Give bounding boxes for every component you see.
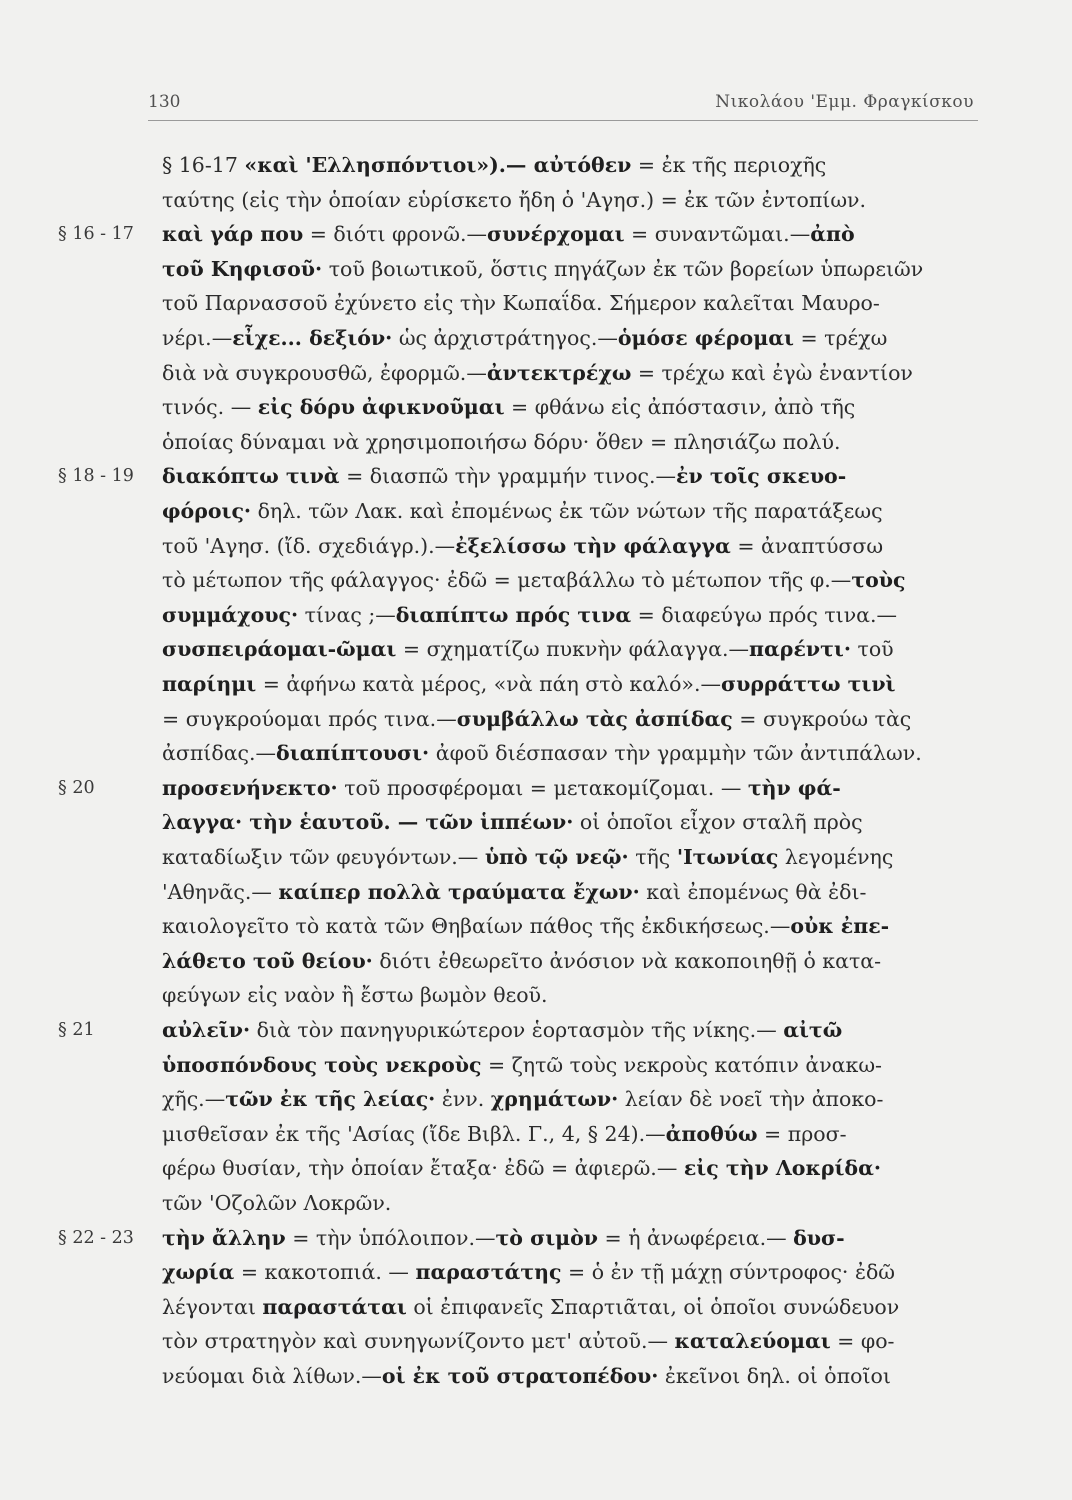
lemma-term: ἀπὸ — [810, 222, 855, 247]
line-text — [162, 217, 988, 251]
gloss-text: § 16-17 — [162, 153, 245, 177]
text-line — [58, 286, 988, 320]
gloss-text: = κακοτοπιά. — — [234, 1260, 416, 1285]
text-line — [58, 1324, 988, 1358]
gloss-text: νεύομαι διὰ λίθων.— — [162, 1364, 382, 1388]
lemma-term: ἐξελίσσω τὴν φάλαγγα — [455, 533, 731, 558]
gloss-text: = ἐκ τῆς περιοχῆς — [631, 153, 827, 177]
gloss-text: διὰ νὰ συγκρουσθῶ, ἐφορμῶ.— — [162, 360, 487, 385]
gloss-text: τινός. — — [162, 395, 258, 420]
lemma-term: χωρία — [162, 1260, 235, 1285]
text-line — [58, 148, 988, 182]
line-text — [162, 702, 988, 736]
gloss-text: = ζητῶ τοὺς νεκροὺς κατόπιν ἀνακω- — [481, 1052, 882, 1077]
line-text — [162, 909, 988, 943]
line-text — [162, 771, 988, 805]
line-text — [162, 1290, 988, 1324]
text-line — [58, 736, 988, 770]
section-marker: § 18 - 19 — [58, 466, 134, 487]
lemma-term: παραστάται — [262, 1294, 407, 1319]
text-line — [58, 1117, 988, 1151]
text-line — [58, 1186, 988, 1220]
text-line — [58, 840, 988, 874]
page-number: 130 — [148, 92, 181, 112]
gloss-text: δηλ. τῶν Λακ. καὶ ἐπομένως ἐκ τῶν νώτων τῆς παρατάξεως — [251, 499, 883, 523]
gloss-text: ἐκεῖνοι δηλ. οἱ ὁποῖοι — [658, 1364, 891, 1388]
text-line — [58, 252, 988, 286]
text-line — [58, 978, 988, 1012]
gloss-text: = συγκρούω τὰς — [732, 706, 912, 731]
gloss-text: φεύγων εἰς ναὸν ἢ ἔστω βωμὸν θεοῦ. — [162, 983, 548, 1008]
lemma-term: παρέντι· — [749, 637, 851, 662]
text-line — [58, 321, 988, 355]
line-text — [162, 667, 988, 701]
lemma-term: καταλεύομαι — [674, 1329, 831, 1354]
line-text — [162, 252, 988, 286]
line-text — [162, 1048, 988, 1082]
text-line — [58, 1082, 988, 1116]
line-text — [162, 286, 988, 320]
lemma-term: διακόπτω τινὰ — [162, 464, 340, 489]
line-text — [162, 459, 988, 493]
text-line — [58, 529, 988, 563]
line-text — [162, 1255, 988, 1289]
text-line — [58, 771, 988, 805]
gloss-text: διότι ἐθεωρεῖτο ἀνόσιον νὰ κακοποιηθῇ ὁ κατα- — [372, 948, 882, 973]
gloss-text: = ἀναπτύσσω — [730, 533, 884, 558]
line-text — [162, 875, 988, 909]
line-text — [162, 1186, 988, 1220]
text-line — [58, 702, 988, 736]
line-text — [162, 356, 988, 390]
gloss-text: = ὁ ἐν τῇ μάχῃ σύντροφος· ἐδῶ — [561, 1260, 896, 1285]
text-line — [58, 1013, 988, 1047]
lemma-term: συρράττω τινὶ — [721, 672, 896, 696]
gloss-text: φέρω θυσίαν, τὴν ὁποίαν ἔταξα· ἐδῶ = ἀφιερῶ.— — [162, 1156, 684, 1181]
lemma-term: ἐν τοῖς σκευο- — [676, 464, 847, 489]
text-line — [58, 356, 988, 390]
text-line — [58, 667, 988, 701]
lemma-term: ἀντεκτρέχω — [486, 360, 632, 385]
gloss-text: χῆς.— — [162, 1087, 226, 1112]
text-line — [58, 909, 988, 943]
gloss-text: = σχηματίζω πυκνὴν φάλαγγα.— — [396, 637, 750, 662]
gloss-text: καιολογεῖτο τὸ κατὰ τῶν Θηβαίων πάθος τῆς ἐκδικήσεως.— — [162, 914, 791, 939]
line-text — [162, 805, 988, 839]
gloss-text: ὡς ἀρχιστράτηγος.— — [392, 326, 618, 350]
lemma-term: τοῦ Κηφισοῦ· — [162, 256, 323, 281]
line-text — [162, 1359, 988, 1393]
lemma-term: καίπερ πολλὰ τραύματα ἔχων· — [278, 879, 640, 904]
gloss-text: = φθάνω εἰς ἀπόστασιν, ἀπὸ τῆς — [504, 395, 856, 420]
line-text — [162, 632, 988, 666]
gloss-text: = φο- — [830, 1329, 895, 1354]
gloss-text: τὸν στρατηγὸν καὶ συνηγωνίζοντο μετ' αὐτοῦ.— — [162, 1329, 675, 1354]
line-text — [162, 978, 988, 1012]
lemma-term: ὁμόσε φέρομαι — [617, 326, 794, 350]
gloss-text: = διαφεύγω πρός τινα.— — [631, 602, 898, 627]
gloss-text: λεγομένης — [778, 845, 894, 869]
gloss-text: = διότι φρονῶ.— — [303, 222, 487, 247]
lemma-term: τὴν φά- — [747, 775, 841, 800]
line-text — [162, 563, 988, 597]
lemma-term: φόροις· — [162, 499, 252, 523]
text-line — [58, 183, 988, 217]
line-text — [162, 736, 988, 770]
line-text — [162, 1151, 988, 1185]
gloss-text: καὶ ἐπομένως θὰ ἐδι- — [639, 879, 867, 904]
lemma-term: ὑπὸ τῷ νεῷ· — [484, 845, 629, 869]
lemma-term: ἀποθύω — [665, 1121, 758, 1146]
gloss-text: τοῦ βοιωτικοῦ, ὅστις πηγάζων ἐκ τῶν βορείων ὑπωρειῶν — [322, 256, 924, 281]
gloss-text: οἱ ὁποῖοι εἶχον σταλῆ πρὸς — [573, 810, 863, 835]
text-line — [58, 1151, 988, 1185]
line-text — [162, 494, 988, 528]
text-line — [58, 459, 988, 493]
line-text — [162, 1221, 988, 1255]
gloss-text: τοῦ προσφέρομαι = μετακομίζομαι. — — [337, 775, 748, 800]
lemma-term: παραστάτης — [415, 1260, 562, 1285]
text-line — [58, 1048, 988, 1082]
gloss-text: = τρέχω καὶ ἐγὼ ἐναντίον — [631, 360, 913, 385]
gloss-text: οἱ ἐπιφανεῖς Σπαρτιᾶται, οἱ ὁποῖοι συνώδευον — [406, 1294, 900, 1319]
gloss-text: ταύτης (εἰς τὴν ὁποίαν εὑρίσκετο ἤδη ὁ 'Αγησ.) = ἐκ τῶν ἐντοπίων. — [162, 187, 867, 212]
text-line — [58, 217, 988, 251]
lemma-term: οὐκ ἐπε- — [790, 914, 890, 939]
gloss-text: τοῦ Παρνασσοῦ ἐχύνετο εἰς τὴν Κωπαΐδα. Σήμερον καλεῖται Μαυρο- — [162, 291, 880, 316]
lemma-term: τὸ σιμὸν — [495, 1225, 599, 1250]
text-line — [58, 598, 988, 632]
running-head: Νικολάου 'Εμμ. Φραγκίσκου — [715, 92, 974, 112]
lemma-term: διαπίπτουσι· — [276, 741, 430, 766]
lemma-term: εἰς τὴν Λοκρίδα· — [683, 1156, 881, 1181]
text-line — [58, 563, 988, 597]
line-text — [162, 183, 988, 217]
lemma-term: «καὶ 'Ελλησπόντιοι»).— αὐτόθεν — [244, 153, 632, 177]
line-text — [162, 944, 988, 978]
lemma-term: ὑποσπόνδους τοὺς νεκροὺς — [162, 1052, 482, 1077]
lemma-term: συσπειράομαι-ῶμαι — [162, 637, 397, 662]
gloss-text: τίνας ;— — [298, 602, 396, 627]
text-line — [58, 1359, 988, 1393]
gloss-text: λείαν δὲ νοεῖ τὴν ἀποκο- — [618, 1087, 884, 1112]
text-line — [58, 1221, 988, 1255]
text-line — [58, 805, 988, 839]
section-marker: § 16 - 17 — [58, 224, 134, 245]
line-text — [162, 1013, 988, 1047]
lemma-term: αὐλεῖν· — [162, 1018, 251, 1042]
text-line — [58, 494, 988, 528]
gloss-text: τῆς — [628, 845, 677, 869]
line-text — [162, 321, 988, 355]
gloss-text: τοῦ — [850, 637, 894, 662]
line-text — [162, 390, 988, 424]
text-line — [58, 944, 988, 978]
lemma-term: λαγγα· τὴν ἑαυτοῦ. — τῶν ἱππέων· — [162, 810, 574, 835]
gloss-text: μισθεῖσαν ἐκ τῆς 'Ασίας (ἴδε Βιβλ. Γ., 4, § 24).— — [162, 1121, 666, 1146]
lemma-term: διαπίπτω πρός τινα — [395, 602, 632, 627]
line-text — [162, 148, 988, 182]
gloss-text: ἀσπίδας.— — [162, 741, 277, 766]
gloss-text: = ἀφήνω κατὰ μέρος, «νὰ πάη στὸ καλό».— — [256, 672, 721, 696]
gloss-text: = διασπῶ τὴν γραμμήν τινος.— — [339, 464, 677, 489]
line-text — [162, 840, 988, 874]
gloss-text: ἐνν. — [435, 1087, 491, 1112]
line-text — [162, 1117, 988, 1151]
lemma-term: 'Ιτωνίας — [676, 845, 779, 869]
gloss-text: καταδίωξιν τῶν φευγόντων.— — [162, 845, 485, 869]
lemma-term: αἰτῶ — [783, 1018, 843, 1042]
lemma-term: χρημάτων· — [490, 1087, 619, 1112]
lemma-term: τοὺς — [851, 568, 906, 593]
line-text — [162, 529, 988, 563]
text-line — [58, 1290, 988, 1324]
gloss-text: ἀφοῦ διέσπασαν τὴν γραμμὴν τῶν ἀντιπάλων. — [429, 741, 922, 766]
line-text — [162, 1324, 988, 1358]
text-line — [58, 1255, 988, 1289]
gloss-text: = συγκρούομαι πρός τινα.— — [162, 706, 457, 731]
line-text — [162, 1082, 988, 1116]
lemma-term: προσενήνεκτο· — [162, 775, 338, 800]
text-line — [58, 875, 988, 909]
lemma-term: οἱ ἐκ τοῦ στρατοπέδου· — [381, 1364, 659, 1388]
gloss-text: ὁποίας δύναμαι νὰ χρησιμοποιήσω δόρυ· ὅθεν = πλησιάζω πολύ. — [162, 429, 841, 454]
gloss-text: = συναντῶμαι.— — [624, 222, 811, 247]
gloss-text: διὰ τὸν πανηγυρικώτερον ἑορτασμὸν τῆς νίκης.— — [250, 1018, 784, 1042]
section-marker: § 21 — [58, 1020, 95, 1040]
gloss-text: νέρι.— — [162, 326, 233, 350]
lemma-term: λάθετο τοῦ θείου· — [162, 948, 373, 973]
gloss-text: τοῦ 'Αγησ. (ἴδ. σχεδιάγρ.).— — [162, 533, 456, 558]
line-text — [162, 425, 988, 459]
gloss-text: λέγονται — [162, 1294, 263, 1319]
lemma-term: συμβάλλω τὰς ἀσπίδας — [456, 706, 733, 731]
lemma-term: τῶν ἐκ τῆς λείας· — [225, 1087, 436, 1112]
lemma-term: καὶ γάρ που — [162, 222, 304, 247]
section-marker: § 20 — [58, 777, 95, 798]
lemma-term: εἰς δόρυ ἀφικνοῦμαι — [257, 395, 505, 420]
line-text — [162, 598, 988, 632]
gloss-text: = τρέχω — [793, 326, 888, 350]
text-line — [58, 390, 988, 424]
gloss-text: = ἡ ἀνωφέρεια.— — [598, 1225, 794, 1250]
gloss-text: τῶν 'Οζολῶν Λοκρῶν. — [162, 1191, 392, 1215]
lemma-term: συμμάχους· — [162, 602, 299, 627]
text-line — [58, 425, 988, 459]
gloss-text: = τὴν ὑπόλοιπον.— — [285, 1225, 496, 1250]
lemma-term: τὴν ἄλλην — [162, 1225, 286, 1250]
section-marker: § 22 - 23 — [58, 1227, 134, 1248]
lemma-term: παρίημι — [162, 672, 257, 696]
text-line — [58, 632, 988, 666]
gloss-text: τὸ μέτωπον τῆς φάλαγγος· ἐδῶ = μεταβάλλω τὸ μέτωπον τῆς φ.— — [162, 568, 852, 593]
page-header — [148, 86, 978, 121]
gloss-text: = προσ- — [757, 1121, 847, 1146]
lemma-term: δυσ- — [793, 1225, 845, 1250]
lemma-term: εἶχε... δεξιόν· — [232, 326, 393, 350]
gloss-text: 'Αθηνᾶς.— — [162, 879, 279, 904]
lemma-term: συνέρχομαι — [486, 222, 625, 247]
